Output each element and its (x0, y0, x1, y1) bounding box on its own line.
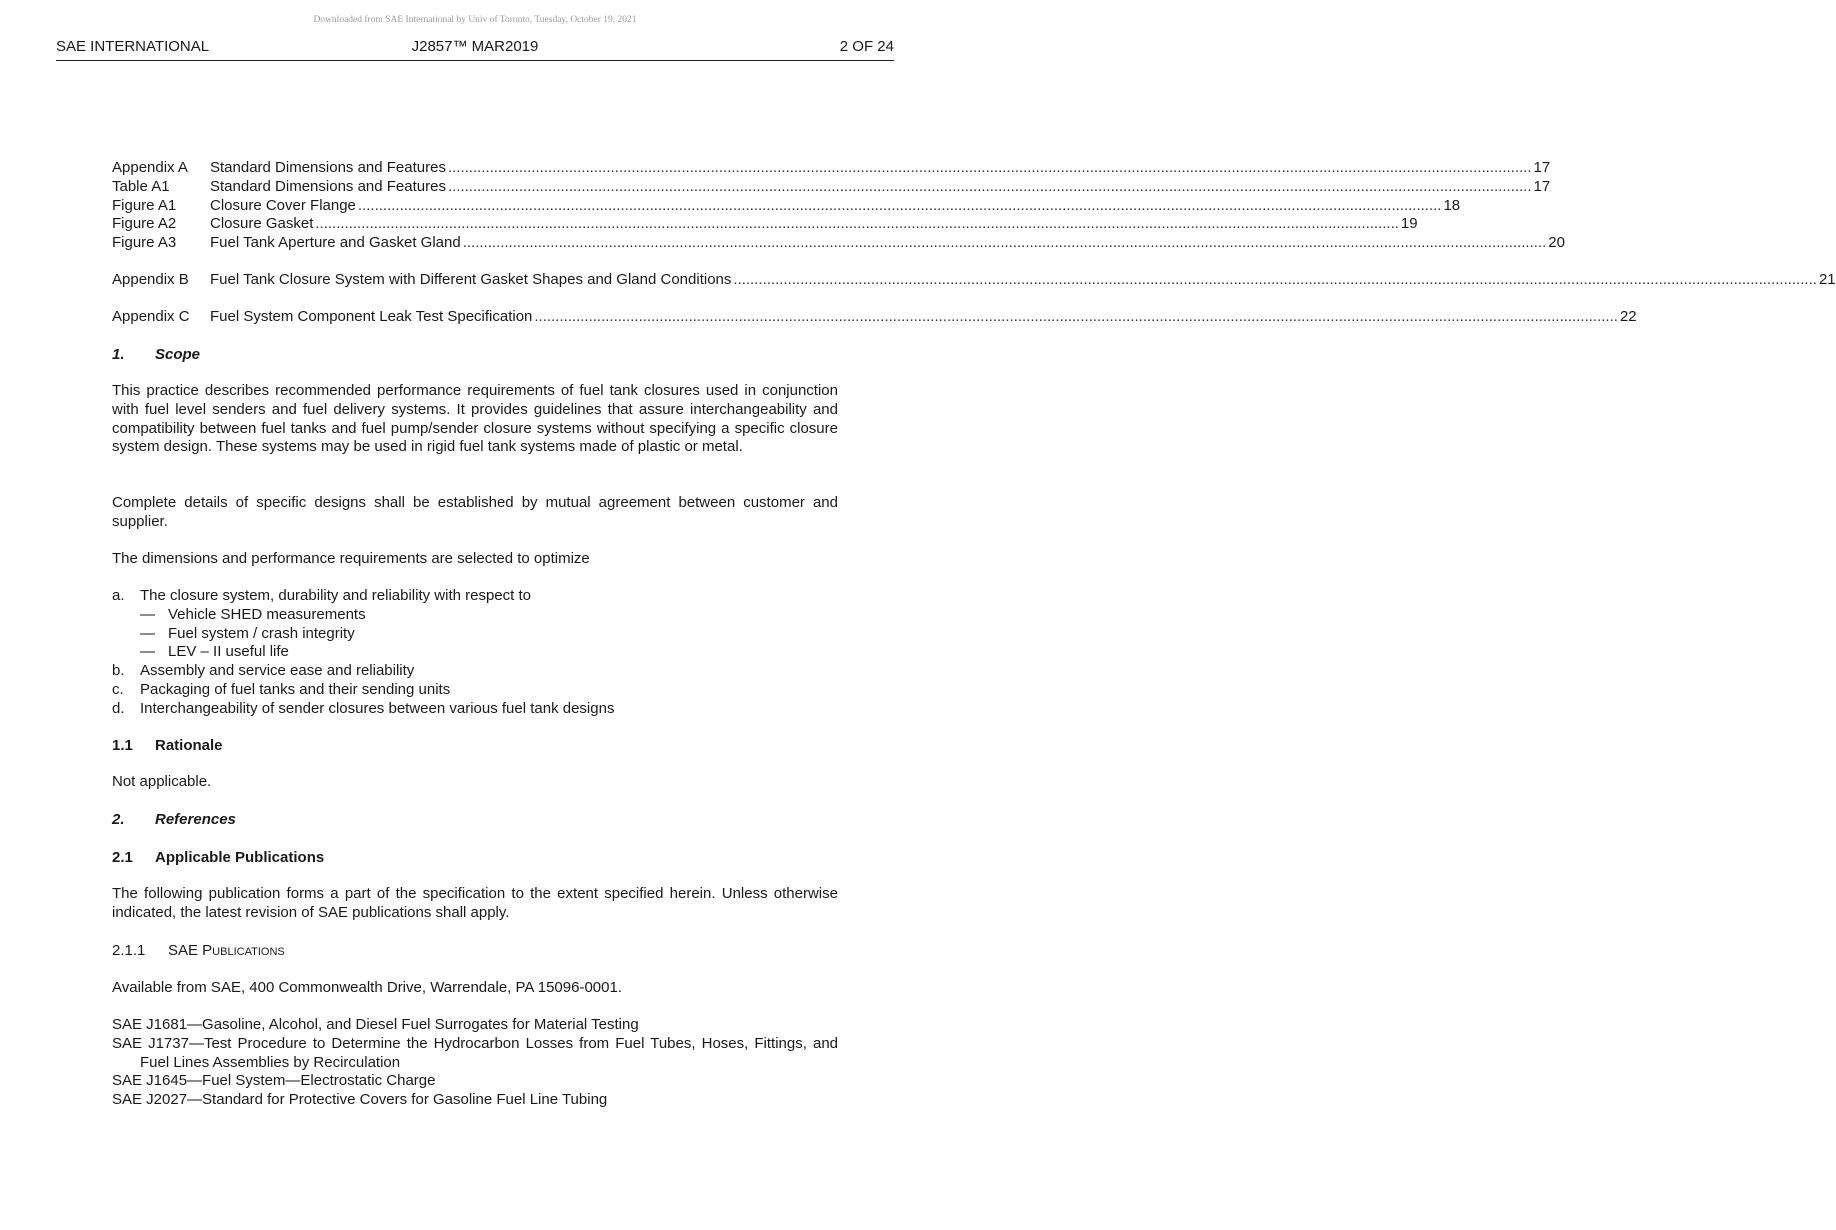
list-marker: c. (112, 680, 124, 698)
list-text: Packaging of fuel tanks and their sending units (140, 680, 451, 698)
list-item (112, 587, 838, 606)
toc-title: Closure Gasket (210, 215, 314, 232)
section-title: SAE Publications (168, 942, 285, 959)
header-page-number: 2 OF 24 (839, 38, 894, 55)
list-marker: d. (112, 699, 125, 717)
toc-leader: .................................................................................................................................................................................................................................................................... (315, 215, 1399, 232)
toc-page: 22 (1619, 308, 1637, 325)
list-marker: — (140, 643, 155, 661)
reference-item: SAE J1645—Fuel System—Electrostatic Charge (112, 1072, 436, 1090)
download-watermark: Downloaded from SAE International by Univ of Toronto, Tuesday, October 19, 2021 (313, 15, 637, 25)
section-number: 2.1.1 (112, 942, 146, 959)
section-heading-applicable-publications (112, 848, 324, 867)
rationale-text: Not applicable. (112, 773, 212, 790)
toc-label: Table A1 (112, 178, 170, 195)
toc-page: 21 (1818, 271, 1836, 288)
optimization-list (112, 587, 838, 719)
list-text: Vehicle SHED measurements (168, 605, 366, 623)
toc-row[interactable] (112, 233, 1565, 252)
toc-label: Figure A2 (112, 215, 177, 232)
section-title: Scope (155, 346, 201, 363)
toc-title: Fuel Tank Aperture and Gasket Gland (210, 234, 461, 251)
section-heading-rationale (112, 736, 223, 755)
scope-paragraph-1: This practice describes recommended performance requirements of fuel tank closures used in conjunction with fuel level senders and fuel delivery systems. It provides guidelines that assure interchangeability and compatibility between fuel tanks and fuel pump/sender closure systems without specifying a specific closure system design. These systems may be used in rigid fuel tank systems made of plastic or metal. (112, 382, 838, 456)
list-marker: b. (112, 662, 125, 680)
toc-label: Figure A1 (112, 197, 177, 214)
toc-row[interactable] (112, 177, 1551, 196)
section-heading-references (112, 810, 236, 829)
toc-label: Appendix A (112, 159, 188, 176)
list-text: Fuel system / crash integrity (168, 624, 355, 642)
toc-row[interactable] (112, 196, 1461, 215)
toc-row[interactable] (112, 307, 1637, 326)
header-organization: SAE INTERNATIONAL (56, 38, 210, 55)
section-heading-scope (112, 345, 200, 364)
subsection-heading-sae-publications (112, 941, 285, 960)
section-title: References (155, 811, 236, 828)
toc-leader: .................................................................................................................................................................................................................................................................... (447, 178, 1532, 195)
reference-list (112, 1016, 838, 1110)
toc-leader: .................................................................................................................................................................................................................................................................... (447, 159, 1532, 176)
page-header (56, 38, 894, 61)
list-item (112, 700, 838, 719)
list-subitem (112, 606, 838, 625)
list-text: Assembly and service ease and reliability (140, 662, 415, 680)
section-number: 1. (112, 346, 125, 363)
scope-paragraph-3: The dimensions and performance requirements are selected to optimize (112, 550, 590, 567)
list-text: Interchangeability of sender closures between various fuel tank designs (140, 699, 615, 717)
toc-page: 20 (1548, 234, 1565, 251)
toc-page: 17 (1533, 159, 1551, 176)
toc-title: Fuel System Component Leak Test Specification (210, 308, 533, 325)
toc-label: Appendix B (112, 271, 189, 288)
list-subitem (112, 643, 838, 662)
toc-page: 19 (1400, 215, 1418, 232)
list-marker: — (140, 624, 155, 642)
toc-page: 17 (1533, 178, 1551, 195)
list-marker: — (140, 605, 155, 623)
toc-row[interactable] (112, 270, 1836, 289)
toc-label: Appendix C (112, 308, 190, 325)
list-item (112, 662, 838, 681)
section-number: 2. (112, 811, 125, 828)
list-text: The closure system, durability and reliability with respect to (140, 587, 531, 604)
section-number: 1.1 (112, 737, 133, 754)
toc-leader: .................................................................................................................................................................................................................................................................... (733, 271, 1817, 288)
toc-row[interactable] (112, 158, 1551, 177)
list-item (112, 681, 838, 700)
list-marker: a. (112, 587, 125, 604)
scope-paragraph-2: Complete details of specific designs shall be established by mutual agreement between customer and supplier. (112, 494, 838, 530)
toc-title: Closure Cover Flange (210, 197, 356, 214)
sae-address: Available from SAE, 400 Commonwealth Drive, Warrendale, PA 15096-0001. (112, 979, 622, 996)
list-subitem (112, 625, 838, 644)
toc-leader: .................................................................................................................................................................................................................................................................... (462, 234, 1547, 251)
section-title: Applicable Publications (155, 849, 325, 866)
toc-label: Figure A3 (112, 234, 177, 251)
section-number: 2.1 (112, 849, 133, 866)
toc-title: Standard Dimensions and Features (210, 178, 446, 195)
reference-item: SAE J1737—Test Procedure to Determine the Hydrocarbon Losses from Fuel Tubes, Hoses, Fittings, and Fuel Lines Assemblies by Recirculation (112, 1034, 838, 1071)
reference-item: SAE J2027—Standard for Protective Covers for Gasoline Fuel Line Tubing (112, 1091, 608, 1109)
applicable-publications-text: The following publication forms a part of the specification to the extent specified herein. Unless otherwise indicated, the latest revision of SAE publications shall apply. (112, 885, 838, 921)
toc-page: 18 (1443, 197, 1461, 214)
reference-item: SAE J1681—Gasoline, Alcohol, and Diesel Fuel Surrogates for Material Testing (112, 1016, 639, 1033)
toc-title: Fuel Tank Closure System with Different Gasket Shapes and Gland Conditions (210, 271, 732, 288)
header-document-id: J2857™ MAR2019 (411, 38, 539, 55)
list-text: LEV – II useful life (168, 643, 289, 661)
toc-leader: .................................................................................................................................................................................................................................................................... (534, 308, 1618, 325)
toc-title: Standard Dimensions and Features (210, 159, 446, 176)
toc-leader: .................................................................................................................................................................................................................................................................... (357, 197, 1442, 214)
section-title: Rationale (155, 737, 223, 754)
toc-row[interactable] (112, 214, 1418, 233)
